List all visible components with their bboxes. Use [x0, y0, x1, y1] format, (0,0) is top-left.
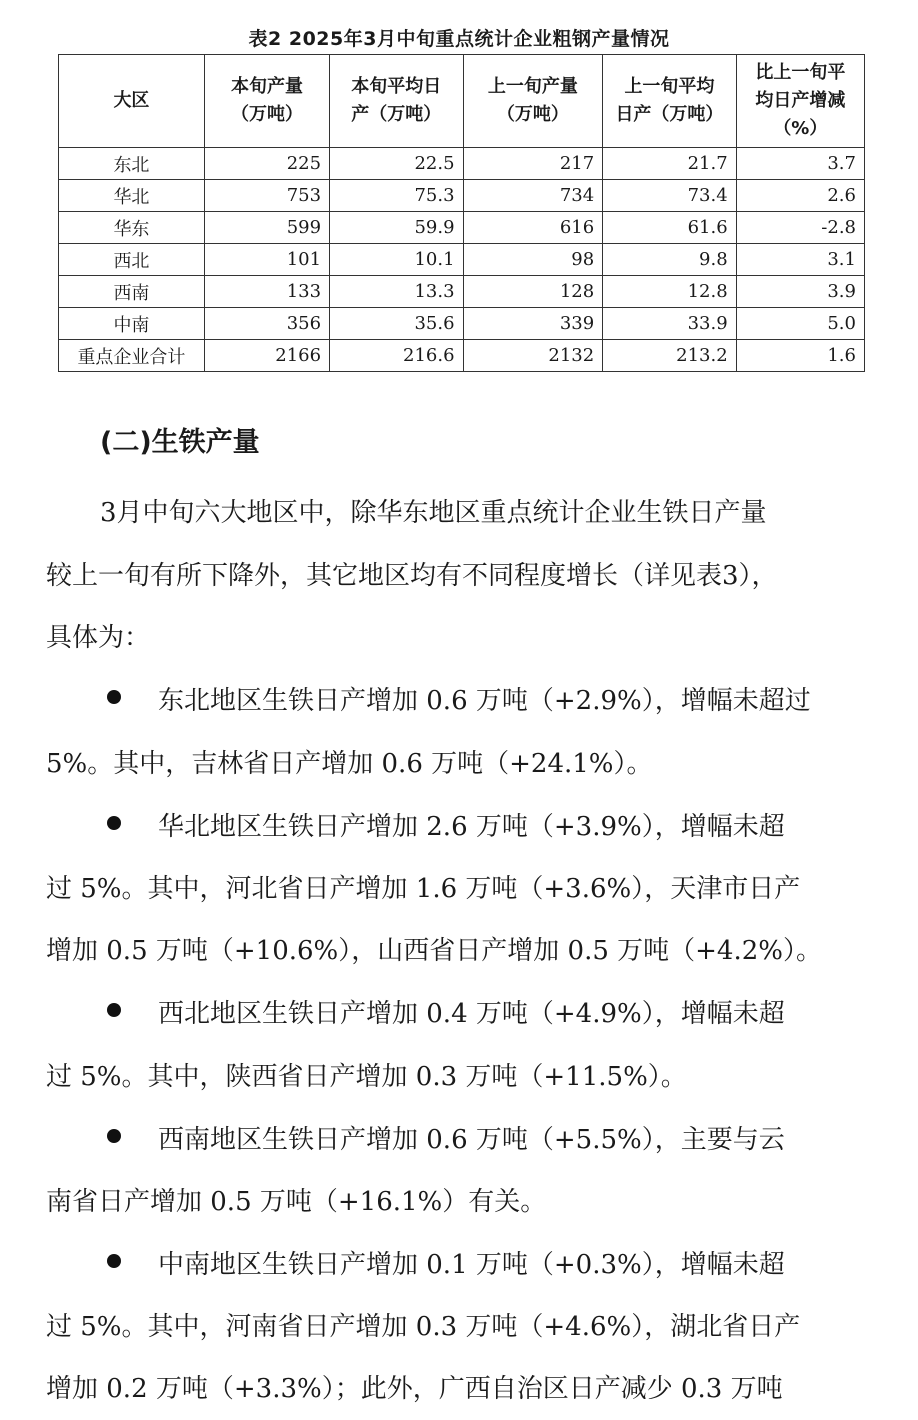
- bullet-line: 过 5%。其中，河北省日产增加 1.6 万吨（+3.6%），天津市日产: [46, 874, 801, 904]
- paragraph-line: 3月中旬六大地区中，除华东地区重点统计企业生铁日产量: [100, 498, 767, 528]
- bullet-icon: [107, 1254, 121, 1268]
- region-cell: 西南: [59, 276, 205, 308]
- table-row: [59, 276, 865, 308]
- bullet-line: 增加 0.2 万吨（+3.3%）；此外，广西自治区日产减少 0.3 万吨: [46, 1374, 783, 1404]
- table-cell: 599: [204, 212, 329, 244]
- table-cell: 753: [204, 180, 329, 212]
- table-cell: 33.9: [603, 308, 736, 340]
- table-cell: 356: [204, 308, 329, 340]
- header-region: 大区: [59, 55, 205, 148]
- table-cell: 101: [204, 244, 329, 276]
- table-cell: 5.0: [736, 308, 864, 340]
- region-cell: 重点企业合计: [59, 340, 205, 372]
- bullet-icon: [107, 816, 121, 830]
- table-cell: 35.6: [330, 308, 463, 340]
- table-cell: 12.8: [603, 276, 736, 308]
- table-cell: 9.8: [603, 244, 736, 276]
- table-row: [59, 180, 865, 212]
- paragraph-line: 较上一旬有所下降外，其它地区均有不同程度增长（详见表3），: [46, 561, 778, 591]
- table-cell: 213.2: [603, 340, 736, 372]
- table-cell: 2.6: [736, 180, 864, 212]
- table-cell: 75.3: [330, 180, 463, 212]
- table-cell: 339: [463, 308, 603, 340]
- table-cell: 3.7: [736, 148, 864, 180]
- table-cell: 61.6: [603, 212, 736, 244]
- region-cell: 华东: [59, 212, 205, 244]
- table-header-row: [59, 55, 865, 148]
- table-cell: 73.4: [603, 180, 736, 212]
- steel-output-table: [58, 54, 865, 372]
- bullet-icon: [107, 690, 121, 704]
- table-cell: 2166: [204, 340, 329, 372]
- bullet-line: 增加 0.5 万吨（+10.6%），山西省日产增加 0.5 万吨（+4.2%）。: [46, 936, 822, 966]
- table-cell: 2132: [463, 340, 603, 372]
- bullet-icon: [107, 1003, 121, 1017]
- header-previous-daily-avg: 上一旬平均 日产（万吨）: [603, 55, 736, 148]
- table-cell: 22.5: [330, 148, 463, 180]
- table-row: [59, 244, 865, 276]
- region-cell: 西北: [59, 244, 205, 276]
- bullet-line: 过 5%。其中，河南省日产增加 0.3 万吨（+4.6%），湖北省日产: [46, 1312, 801, 1342]
- bullet-line: 西北地区生铁日产增加 0.4 万吨（+4.9%），增幅未超: [158, 999, 785, 1029]
- table-cell: 10.1: [330, 244, 463, 276]
- table-cell: 98: [463, 244, 603, 276]
- table-row: [59, 212, 865, 244]
- table-cell: 21.7: [603, 148, 736, 180]
- table-cell: 1.6: [736, 340, 864, 372]
- bullet-icon: [107, 1129, 121, 1143]
- header-current-output: 本旬产量 （万吨）: [204, 55, 329, 148]
- header-current-daily-avg: 本旬平均日 产（万吨）: [330, 55, 463, 148]
- table-row: [59, 308, 865, 340]
- bullet-line: 5%。其中，吉林省日产增加 0.6 万吨（+24.1%）。: [46, 749, 653, 779]
- table-cell: 217: [463, 148, 603, 180]
- table-title: 表2 2025年3月中旬重点统计企业粗钢产量情况: [248, 28, 670, 50]
- table-cell: 216.6: [330, 340, 463, 372]
- bullet-line: 过 5%。其中，陕西省日产增加 0.3 万吨（+11.5%）。: [46, 1062, 687, 1092]
- table-cell: 133: [204, 276, 329, 308]
- region-cell: 东北: [59, 148, 205, 180]
- bullet-line: 华北地区生铁日产增加 2.6 万吨（+3.9%），增幅未超: [158, 812, 785, 842]
- table-cell: 13.3: [330, 276, 463, 308]
- table-cell: 734: [463, 180, 603, 212]
- table-cell: -2.8: [736, 212, 864, 244]
- header-previous-output: 上一旬产量 （万吨）: [463, 55, 603, 148]
- table-cell: 3.9: [736, 276, 864, 308]
- region-cell: 中南: [59, 308, 205, 340]
- table-cell: 3.1: [736, 244, 864, 276]
- bullet-line: 中南地区生铁日产增加 0.1 万吨（+0.3%），增幅未超: [158, 1250, 785, 1280]
- section-heading: (二)生铁产量: [100, 427, 260, 458]
- table-cell: 225: [204, 148, 329, 180]
- table-cell: 128: [463, 276, 603, 308]
- bullet-line: 南省日产增加 0.5 万吨（+16.1%）有关。: [46, 1187, 547, 1217]
- header-change-pct: 比上一旬平 均日产增减 （%）: [736, 55, 864, 148]
- region-cell: 华北: [59, 180, 205, 212]
- bullet-line: 东北地区生铁日产增加 0.6 万吨（+2.9%），增幅未超过: [158, 686, 811, 716]
- table-row-total: [59, 340, 865, 372]
- bullet-line: 西南地区生铁日产增加 0.6 万吨（+5.5%），主要与云: [158, 1125, 785, 1155]
- paragraph-line: 具体为：: [46, 623, 151, 653]
- table-cell: 616: [463, 212, 603, 244]
- table-cell: 59.9: [330, 212, 463, 244]
- table-row: [59, 148, 865, 180]
